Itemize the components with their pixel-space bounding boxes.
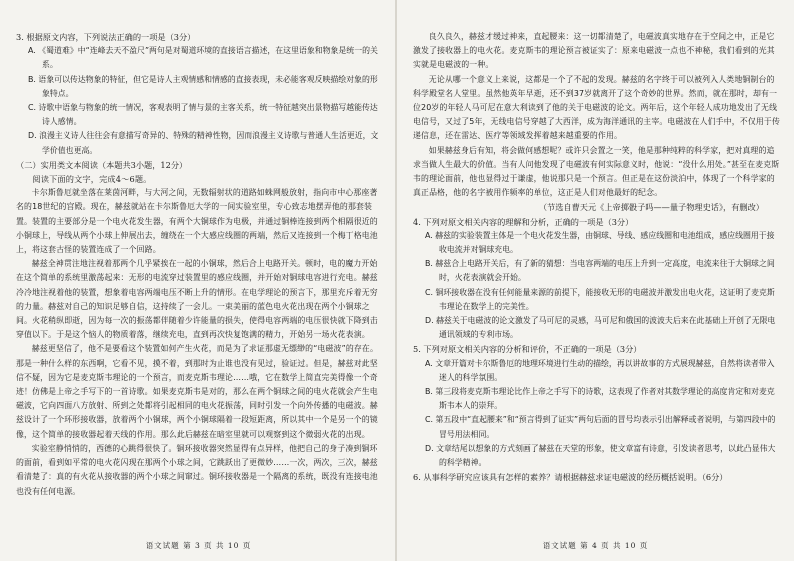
article-source: （节选自曹天元《上帝掷骰子吗——量子物理史话》，有删改） [538,202,764,213]
question-5-option-b: B. 第三段将麦克斯韦理论比作上帝之手写下的诗歌，这表现了作者对其数学理论的高度肯定和对麦克斯韦本人的崇拜。 [425,387,775,411]
question-3-option-b: B. 语象可以传达物象的特征，但它是诗人主观情感和情感的直接表现，未必能客观反映描绘对象的形象特点。 [28,74,378,98]
question-5-option-c: C. 第五段中“直起腰来”和“预言得到了证实”两句后面的冒号均表示引出解释或者说明，与第四段中的冒号用法相同。 [425,415,776,439]
article-paragraph: 如果赫兹身后有知，将会做何感想呢？或许只会置之一笑，他是那种纯粹的科学家，把对真理的追求当做人生最大的价值。当有人问他发现了电磁波有何实际意义时，他说：“没什么用处。”甚至在麦克斯韦的理论面前，他也显得过于谦虚，他说那只是一个预言。但正是在这份淡泊中，体现了一个科学家的真正品格，他的名字被用作频率的单位，这正是人们对他最好的纪念。 [413,145,780,198]
article-paragraph: 实验室静悄悄的，西德的心跳得很快了。铜环接收器突然显得有点异样，他把自己的身子凑到铜环的面前，看到如平常的电火花闪现在那两个小球之间，它跳跃出了更微妙……一次，两次，三次，赫兹看清楚了：真的有火花从接收器的两个小球之间窜过。铜环接收器是一个隔离的系统，既没有连接电池也没有任何电源。 [16,443,378,496]
question-4-option-b: B. 赫兹合上电路开关后，有了新的猜想：当电容两端的电压上升到一定高度，电流来往于大铜球之间时，火花表演就会开始。 [425,259,775,283]
section-heading: （二）实用类文本阅读（本题共3小题，12分） [16,159,188,170]
question-3-option-c: C. 诗歌中语象与物象的统一情况，客观表明了情与景的主客关系，统一特征越突出景物描写越能传达诗人感情。 [28,103,378,127]
section-instruction: 阅读下面的文字，完成4～6题。 [32,174,152,185]
article-paragraph: 无论从哪一个意义上来说，这都是一个了不起的发现。赫兹的名字终于可以被列入人类地铜制台的科学殿堂名人堂里。虽然他英年早逝，还不到37岁就离开了这个奇妙的世界。然而，就在那时，却有一位20岁的年轻人马可尼在意大利读到了他的关于电磁波的论文。两年后，这个年轻人成功地发出了无线电信号，又过了5年，无线电信号穿越了大西洋，成为海洋通讯的主宰。电磁波在人们手中，不仅用于传递信息，还在雷达、医疗等领域发挥着越来越重要的作用。 [413,74,781,141]
article-paragraph: 良久良久，赫兹才缓过神来，直起腰来：这一切都清楚了，电磁波真实地存在于空间之中，正是它激发了接收器上的电火花。麦克斯韦的理论预言被证实了：原来电磁波一点也不神秘，我们看到的光其实就是电磁波的一种。 [413,32,775,70]
question-3-stem: 3. 根据原文内容，下列说法正确的一项是（3分） [16,32,196,42]
page-footer: 语文试题 第 4 页 共 10 页 [542,540,649,550]
question-3-option-d: D. 浪漫主义诗人往往会有意描写奇异的、特殊的精神性物，因而浪漫主义诗歌与普通人生活更近，文学价值也更高。 [28,131,379,155]
question-5-option-d: D. 文章结尾以想象的方式刻画了赫兹在天堂的形象，使文章富有诗意，引发读者思考，以此凸显伟大的科学精神。 [425,443,776,468]
question-3-option-a: A. 《蜀道难》中“连峰去天不盈尺”两句是对蜀道环境的直接语言描述，在这里语象和物象是统一的关系。 [28,46,378,70]
page-4 [397,0,794,561]
question-6-stem: 6. 从事科学研究应该具有怎样的素养？请根据赫兹求证电磁波的经历概括说明。（6分） [413,472,728,483]
question-4-option-d: D. 赫兹关于电磁波的论文激发了马可尼的灵感，马可尼和俄国的波波夫后来在此基础上开创了无限电通讯领域的专利市场。 [425,316,776,340]
article-paragraph: 卡尔斯鲁厄就坐落在莱茵河畔，与大河之间，无数辐射状的道路如蛛网般放射，指向市中心那座著名的18世纪的宫殿。现在，赫兹就站在卡尔斯鲁厄大学的一间实验室里，专心致志地摆弄他的那套装置。装置的主要部分是一个电火花发生器，有两个大铜球作为电极，并通过铜棒连接到两个相隔很近的小铜球上，导线从两个小球上伸展出去，缠绕在一个大感应线圈的两端，然后又连接到一个梅丁格电池上，将这套古怪的装置连成了一个回路。 [16,188,378,255]
page-footer: 语文试题 第 3 页 共 10 页 [145,540,252,550]
question-5-option-a: A. 文章开篇对卡尔斯鲁厄的地理环境进行生动的描绘，再以讲故事的方式展现赫兹，自然将读者带入迷人的科学氛围。 [425,358,775,382]
article-paragraph: 赫兹全神贯注地注视着那两个几乎紧挨在一起的小铜球，然后合上电路开关。顿时，电的魔力开始在这个简单的系统里激荡起来：无形的电流穿过装置里的感应线圈，并开始对铜球电容进行充电。赫兹冷冷地注视着他的装置，想象着电容两端电压不断上升的情形。在电学理论的预言下，那里充斥着无穷的力量。赫兹对自己的知识足够自信，这持续了一会儿。一束美丽的蓝色电火花出现在两个小铜球之间。火花稍纵即逝，因为每一次的振荡都伴随着少许能量的损失，使得电容两端的电压很快就下降到击穿值以下。于是这个恼人的物质着落，继续充电，直到再次快复饱满的精力，开始另一场火花表演。 [16,259,378,340]
question-5-stem: 5. 下列对原文相关内容的分析和评价，不正确的一项是（3分） [413,344,642,355]
question-4-option-c: C. 铜环接收器在没有任何能量来源的前提下，能接收无形的电磁波并激发出电火花，这证明了麦克斯韦理论在数学上的完美性。 [425,287,775,311]
question-4-stem: 4. 下列对原文相关内容的理解和分析，正确的一项是（3分） [413,216,634,227]
article-paragraph: 赫兹更坚信了，他不是要看这个装置如何产生火花，而是为了求证那虚无缥缈的“电磁波”的存在。那是一种什么样的东西啊，它看不见，摸不着，到那时为止谁也没有见过，验证过。但是，赫兹对此坚信不疑，因为它是麦克斯韦理论的一个预言，而麦克斯韦理论……哦，它在数学上简直完美得像一个奇迹！仿佛是上帝之手写下的一首诗歌。如果麦克斯韦是对的，那么在两个铜球之间的电火花就会产生电磁波，它向四面八方放射、所到之处都将引起相同的电火花振荡，同时引发一个向外传播的电磁波。赫兹设计了一个环形接收器，放着两个小铜球，两个小铜球隔着一段短距离，所以其中一个是另一个的镜像，这个简单的接收器起着天线的作用。那么此后赫兹在暗室里就可以观察到这个微弱火花的出现。 [16,344,378,439]
question-4-option-a: A. 赫兹的实验装置主体是一个电火花发生器，由铜球、导线、感应线圈和电池组成，感应线圈用于接收电流并对铜球充电。 [425,230,775,255]
